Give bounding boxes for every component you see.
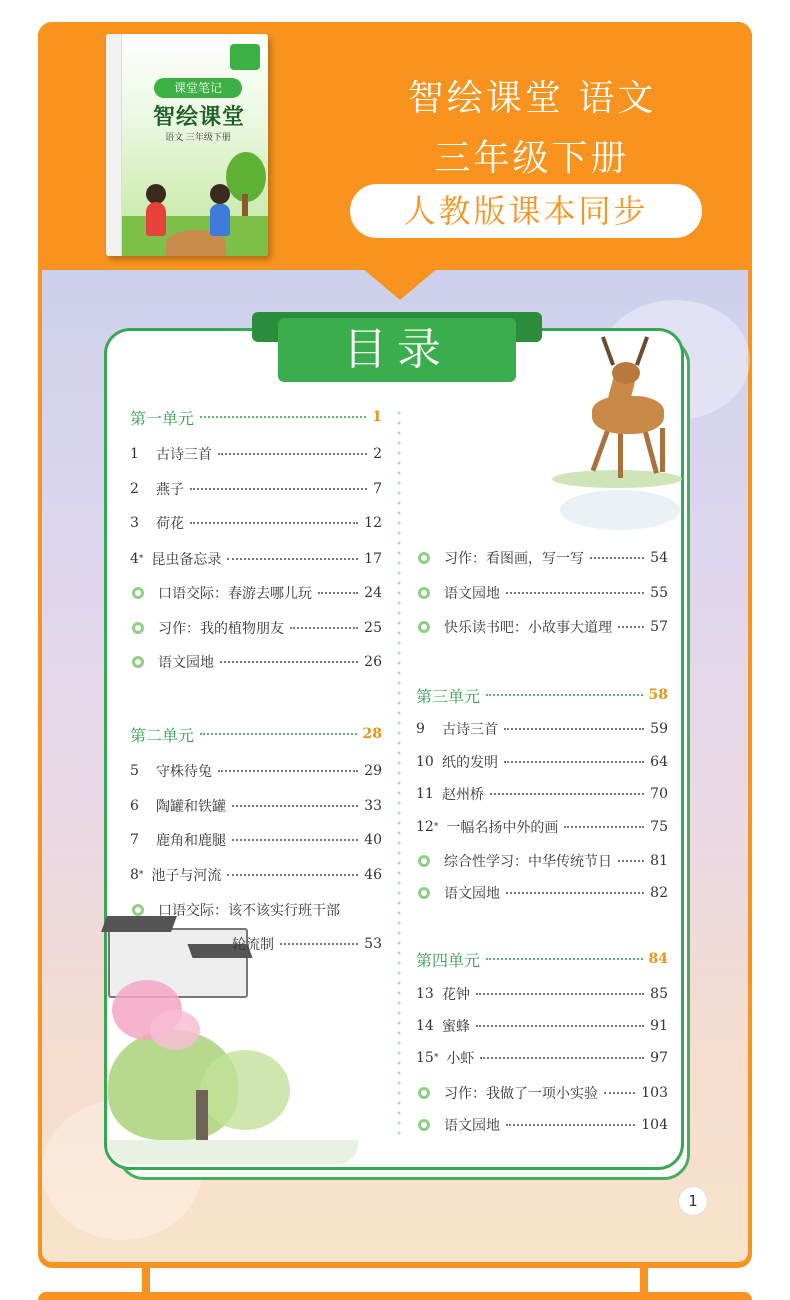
toc-row-page: 55: [650, 585, 668, 601]
toc-row-page: 97: [650, 1050, 668, 1066]
toc-leader-dots: [232, 839, 358, 841]
toc-row-number: 11: [416, 786, 434, 802]
toc-row-label: 习作：我做了一项小实验: [444, 1086, 598, 1102]
toc-leader-dots: [190, 488, 367, 490]
toc-row-label: 口语交际：春游去哪儿玩: [158, 586, 312, 602]
toc-row-page: 53: [364, 936, 382, 952]
toc-row-number: 6: [130, 798, 139, 814]
deer-leg: [660, 428, 665, 472]
toc-row-page: 2: [373, 446, 382, 462]
bullet-circle-icon: [418, 621, 430, 633]
toc-leader-dots: [604, 1092, 635, 1094]
book-badge: [230, 44, 260, 70]
toc-row-page: 46: [364, 867, 382, 883]
toc-row-number: 15: [416, 1050, 434, 1066]
toc-row-number: 2: [130, 481, 139, 497]
toc-row-page: 64: [650, 754, 668, 770]
optional-lesson-mark: *: [433, 822, 439, 832]
toc-row-unit[interactable]: [130, 720, 382, 748]
toc-row-activity[interactable]: [416, 579, 668, 607]
toc-row-lesson[interactable]: [416, 748, 668, 776]
toc-leader-dots: [200, 733, 357, 735]
toc-row-number: 8: [130, 867, 139, 883]
toc-row-label: 昆虫备忘录: [151, 552, 222, 568]
toc-leader-dots: [506, 592, 644, 594]
toc-row-lesson[interactable]: [416, 780, 668, 808]
hero-pill: 人教版课本同步: [350, 184, 702, 238]
deer-reflection: [560, 490, 680, 530]
toc-row-activity[interactable]: [416, 613, 668, 641]
column-divider: [396, 408, 402, 1138]
toc-row-label: 燕子: [156, 482, 184, 498]
deer-grass: [552, 470, 682, 488]
toc-row-lesson[interactable]: [416, 980, 668, 1008]
toc-row-page: 81: [650, 853, 668, 869]
bullet-circle-icon: [132, 904, 144, 916]
hero-title-line2: 三年级下册: [434, 138, 630, 179]
toc-leader-dots: [280, 943, 358, 945]
next-section-edge: [38, 1292, 752, 1300]
toc-row-number: 12: [416, 819, 434, 835]
book-boy: [210, 204, 230, 236]
toc-leader-dots: [486, 694, 643, 696]
book-title: 智绘课堂: [152, 105, 245, 130]
toc-leader-dots: [506, 1124, 635, 1126]
toc-leader-dots: [504, 761, 644, 763]
toc-row-label: 语文园地: [444, 886, 500, 902]
toc-row-label: 综合性学习：中华传统节日: [444, 854, 612, 870]
toc-row-label: 赵州桥: [442, 787, 484, 803]
toc-leader-dots: [227, 874, 358, 876]
toc-leader-dots: [476, 993, 644, 995]
page-number: 1: [678, 1186, 708, 1216]
toc-leader-dots: [480, 1057, 644, 1059]
toc-row-lesson[interactable]: [130, 757, 382, 785]
bullet-circle-icon: [418, 552, 430, 564]
toc-leader-dots: [476, 1025, 644, 1027]
toc-leader-dots: [190, 522, 358, 524]
toc-leader-dots: [490, 793, 644, 795]
toc-leader-dots: [200, 416, 366, 418]
toc-row-activity[interactable]: [416, 847, 668, 875]
toc-row-activity[interactable]: [416, 1111, 668, 1139]
book-boy-head: [210, 184, 230, 204]
bullet-circle-icon: [132, 656, 144, 668]
toc-row-lesson[interactable]: [416, 813, 668, 841]
toc-row-page: 84: [648, 951, 668, 967]
toc-row-label: 第一单元: [130, 408, 195, 428]
toc-row-label: 习作：我的植物朋友: [158, 621, 284, 637]
toc-leader-dots: [618, 626, 644, 628]
toc-row-label: 轮流制: [232, 937, 274, 953]
toc-row-label: 古诗三首: [442, 722, 498, 738]
toc-row-page: 24: [364, 585, 382, 601]
toc-row-label: 语文园地: [444, 586, 500, 602]
toc-row-number: 9: [416, 721, 425, 737]
bullet-circle-icon: [418, 855, 430, 867]
toc-row-lesson[interactable]: [130, 826, 382, 854]
toc-row-lesson[interactable]: [130, 792, 382, 820]
toc-leader-dots: [504, 728, 644, 730]
toc-row-lesson[interactable]: [416, 715, 668, 743]
toc-leader-dots: [590, 557, 644, 559]
toc-row-number: 4: [130, 551, 139, 567]
book-girl: [146, 202, 166, 236]
toc-row-page: 17: [364, 551, 382, 567]
optional-lesson-mark: *: [138, 870, 144, 880]
toc-row-page: 103: [641, 1085, 668, 1101]
toc-row-activity[interactable]: [130, 648, 382, 676]
toc-leader-dots: [218, 453, 367, 455]
bullet-circle-icon: [132, 587, 144, 599]
toc-row-label: 语文园地: [158, 655, 214, 671]
toc-row-activity[interactable]: [416, 1079, 668, 1107]
toc-row-lesson[interactable]: [416, 1012, 668, 1040]
toc-row-number: 10: [416, 754, 434, 770]
toc-row-lesson[interactable]: [130, 861, 382, 889]
toc-row-activity[interactable]: [416, 544, 668, 572]
toc-title: 目录: [278, 318, 516, 382]
toc-row-number: 5: [130, 763, 139, 779]
toc-row-label: 纸的发明: [442, 755, 498, 771]
toc-row-label: 语文园地: [444, 1118, 500, 1134]
toc-row-page: 26: [364, 654, 382, 670]
toc-row-activity[interactable]: [130, 614, 382, 642]
toc-row-continuation[interactable]: [232, 930, 382, 958]
toc-row-number: 14: [416, 1018, 434, 1034]
toc-row-page: 59: [650, 721, 668, 737]
toc-row-lesson[interactable]: [130, 509, 382, 537]
toc-row-unit[interactable]: [416, 681, 668, 709]
hero-title-line1: 智绘课堂 语文: [407, 78, 657, 119]
bullet-circle-icon: [418, 1119, 430, 1131]
toc-row-label: 池子与河流: [151, 868, 222, 884]
toc-row-page: 75: [650, 819, 668, 835]
deer-head: [612, 362, 640, 384]
toc-row-page: 25: [364, 620, 382, 636]
bullet-circle-icon: [132, 622, 144, 634]
toc-row-page: 40: [364, 832, 382, 848]
book-subtitle: 语文 三年级下册: [165, 133, 231, 143]
toc-row-page: 104: [641, 1117, 668, 1133]
book-tag: 课堂笔记: [154, 78, 242, 98]
toc-row-label: 陶罐和铁罐: [156, 799, 226, 815]
toc-row-page: 12: [364, 515, 382, 531]
toc-row-label: 荷花: [156, 516, 184, 532]
toc-row-page: 54: [650, 550, 668, 566]
toc-row-number: 3: [130, 515, 139, 531]
bullet-circle-icon: [418, 887, 430, 899]
toc-row-activity[interactable]: [416, 879, 668, 907]
toc-row-label: 鹿角和鹿腿: [156, 833, 226, 849]
book-cover-image: [106, 34, 268, 256]
toc-leader-dots: [220, 661, 358, 663]
toc-row-label: 口语交际：该不该实行班干部: [158, 903, 340, 919]
bottom-connector: [640, 1266, 648, 1294]
willow-tree: [200, 1050, 290, 1130]
toc-row-unit[interactable]: [130, 403, 382, 431]
toc-row-label: 习作：看图画，写一写: [444, 551, 584, 567]
toc-row-label: 第三单元: [416, 686, 481, 706]
toc-row-number: 7: [130, 832, 139, 848]
toc-leader-dots: [232, 805, 358, 807]
toc-row-page: 28: [362, 726, 382, 742]
toc-leader-dots: [618, 860, 644, 862]
toc-row-page: 70: [650, 786, 668, 802]
toc-row-label: 快乐读书吧：小故事大道理: [444, 620, 612, 636]
book-girl-head: [146, 184, 166, 204]
toc-row-lesson[interactable]: [130, 475, 382, 503]
book-spine: [106, 34, 122, 256]
toc-row-number: 1: [130, 446, 139, 462]
toc-row-page: 85: [650, 986, 668, 1002]
toc-row-lesson[interactable]: [130, 545, 382, 573]
toc-leader-dots: [564, 826, 644, 828]
toc-leader-dots: [290, 627, 358, 629]
toc-leader-dots: [506, 892, 644, 894]
toc-row-activity[interactable]: [130, 579, 382, 607]
bullet-circle-icon: [418, 1087, 430, 1099]
toc-row-page: 82: [650, 885, 668, 901]
toc-row-label: 一幅名扬中外的画: [446, 820, 559, 836]
toc-row-lesson[interactable]: [416, 1044, 668, 1072]
toc-row-label: 古诗三首: [156, 447, 212, 463]
toc-leader-dots: [486, 958, 643, 960]
hero-pointer: [362, 268, 438, 300]
bottom-connector: [142, 1266, 150, 1294]
toc-row-page: 29: [364, 763, 382, 779]
toc-row-page: 33: [364, 798, 382, 814]
peach-blossom: [150, 1010, 200, 1050]
deer-leg: [618, 428, 623, 478]
toc-row-label: 守株待兔: [156, 764, 212, 780]
toc-row-label: 第二单元: [130, 725, 195, 745]
toc-row-label: 第四单元: [416, 950, 481, 970]
optional-lesson-mark: *: [138, 554, 144, 564]
toc-leader-dots: [218, 770, 358, 772]
toc-row-activity[interactable]: [130, 896, 380, 924]
toc-row-number: 13: [416, 986, 434, 1002]
pond-water: [108, 1140, 358, 1164]
bullet-circle-icon: [418, 587, 430, 599]
toc-row-unit[interactable]: [416, 945, 668, 973]
optional-lesson-mark: *: [433, 1053, 439, 1063]
toc-row-lesson[interactable]: [130, 440, 382, 468]
toc-row-label: 蜜蜂: [442, 1019, 470, 1035]
toc-row-label: 花钟: [442, 987, 470, 1003]
toc-row-label: 小虾: [446, 1051, 475, 1067]
toc-leader-dots: [318, 592, 358, 594]
toc-row-page: 7: [373, 481, 382, 497]
toc-row-page: 57: [650, 619, 668, 635]
toc-leader-dots: [227, 558, 358, 560]
toc-row-page: 58: [648, 687, 668, 703]
toc-row-page: 1: [372, 409, 382, 425]
toc-row-page: 91: [650, 1018, 668, 1034]
